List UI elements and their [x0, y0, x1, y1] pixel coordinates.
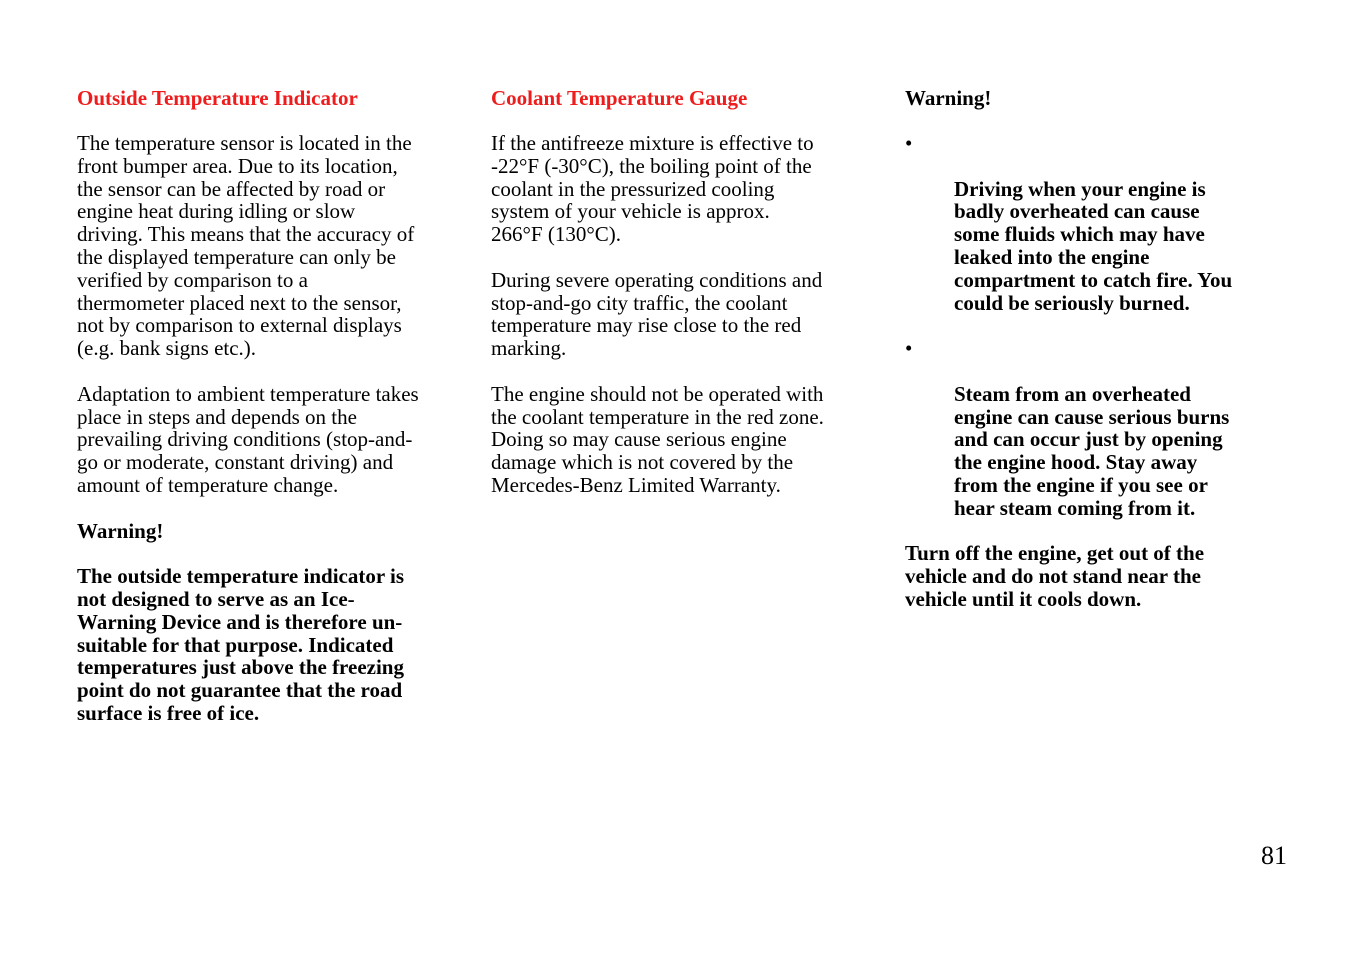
bullet-text: Steam from an overheated engine can cause serious burns and can occur just by opening the engine hood. Stay away from the engine if you see or hear steam coming from it.: [954, 381, 1230, 520]
warning-bullet-steam: [905, 337, 1275, 519]
column-coolant-temperature: [491, 86, 859, 520]
column-outside-temperature: [77, 86, 455, 748]
section-heading-coolant-temperature: Coolant Temperature Gauge: [491, 86, 748, 110]
warning-label: Warning!: [77, 518, 164, 543]
warning-text-ice: The outside temperature indicator is not designed to serve as an Ice- Warning Device and is therefore un- suitable for that purpose. Indicated temperatures just above the freezing point do not guarantee that the road surface is free of ice.: [77, 564, 405, 725]
page-number: 81: [1261, 841, 1287, 870]
paragraph-adaptation: Adaptation to ambient temperature takes place in steps and depends on the prevailing driving conditions (stop-and- go or moderate, constant driving) and amount of temperature change.: [77, 381, 419, 497]
bullet-text: Driving when your engine is badly overheated can cause some fluids which may have leaked into the engine compartment to catch fire. You could be seriously burned.: [954, 176, 1233, 315]
column-warning: [905, 86, 1275, 634]
warning-heading: Warning!: [905, 86, 992, 110]
bullet-dot-icon: •: [905, 131, 913, 155]
closing-instruction: Turn off the engine, get out of the vehicle and do not stand near the vehicle until it cools down.: [905, 541, 1205, 611]
paragraph-antifreeze: If the antifreeze mixture is effective to -22°F (-30°C), the boiling point of the coolant in the pressurized cooling system of your vehicle is approx. 266°F (130°C).: [491, 131, 814, 247]
warning-bullet-overheated: [905, 132, 1275, 314]
paragraph-red-zone: The engine should not be operated with the coolant temperature in the red zone. Doing so may cause serious engine damage which is not covered by the Mercedes-Benz Limited Warranty.: [491, 381, 824, 497]
paragraph-sensor-location: The temperature sensor is located in the front bumper area. Due to its location, the sensor can be affected by road or engine heat during idling or slow driving. This means that the accuracy of the displayed temperature can only be verified by comparison to a thermometer placed next to the sensor, not by comparison to external displays (e.g. bank signs etc.).: [77, 131, 415, 361]
paragraph-severe-conditions: During severe operating conditions and stop-and-go city traffic, the coolant temperature may rise close to the red marking.: [491, 267, 823, 361]
bullet-dot-icon: •: [905, 336, 913, 361]
section-heading-outside-temperature: Outside Temperature Indicator: [77, 86, 358, 110]
